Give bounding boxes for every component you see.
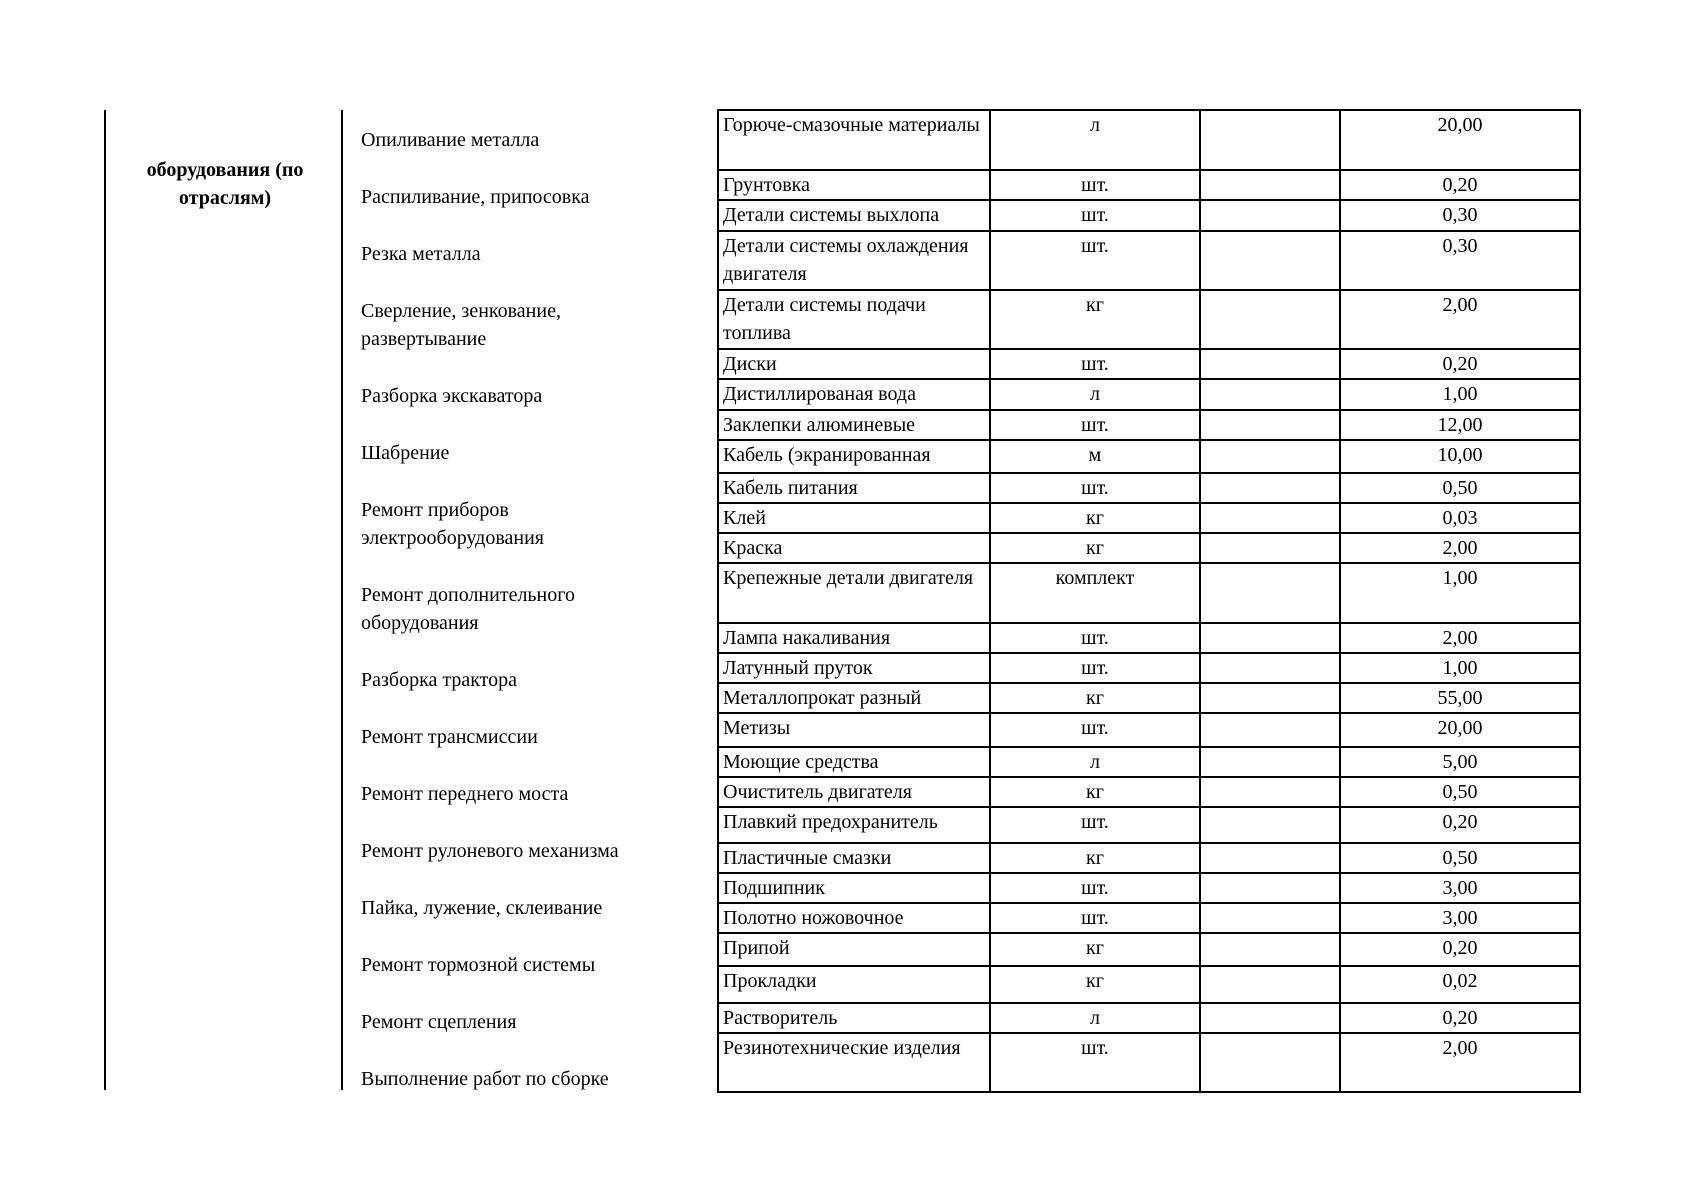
material-name-cell: Грунтовка (718, 170, 990, 200)
empty-cell (1200, 503, 1340, 533)
table-row (718, 683, 1580, 713)
operation-item: Шабрение (361, 442, 450, 464)
table-row (718, 200, 1580, 231)
material-name-cell: Диски (718, 349, 990, 379)
unit-cell: шт. (990, 623, 1200, 653)
material-name-cell: Детали системы выхлопа (718, 200, 990, 231)
operation-item: Резка металла (361, 243, 481, 265)
table-row (718, 747, 1580, 777)
unit-cell: кг (990, 683, 1200, 713)
operation-item: Разборка экскаватора (361, 385, 543, 407)
quantity-cell: 0,20 (1340, 933, 1580, 966)
material-name-cell: Металлопрокат разный (718, 683, 990, 713)
empty-cell (1200, 231, 1340, 290)
material-name-cell: Заклепки алюминевые (718, 410, 990, 440)
unit-cell: кг (990, 966, 1200, 1003)
empty-cell (1200, 110, 1340, 170)
table-row (718, 473, 1580, 503)
empty-cell (1200, 563, 1340, 623)
operation-item: Пайка, лужение, склеивание (361, 897, 603, 919)
quantity-cell: 0,20 (1340, 349, 1580, 379)
table-row (718, 777, 1580, 807)
quantity-cell: 0,30 (1340, 231, 1580, 290)
unit-cell: шт. (990, 349, 1200, 379)
material-name-cell: Детали системы подачи топлива (718, 290, 990, 349)
left-border-line (104, 110, 106, 1090)
table-row (718, 843, 1580, 873)
table-row (718, 290, 1580, 349)
table-row (718, 873, 1580, 903)
empty-cell (1200, 170, 1340, 200)
material-name-cell: Кабель (экранированная (718, 440, 990, 473)
table-row (718, 807, 1580, 843)
empty-cell (1200, 653, 1340, 683)
material-name-cell: Краска (718, 533, 990, 563)
unit-cell: кг (990, 503, 1200, 533)
operation-item: Ремонт трансмиссии (361, 726, 538, 748)
material-name-cell: Лампа накаливания (718, 623, 990, 653)
table-row (718, 379, 1580, 410)
material-name-cell: Очиститель двигателя (718, 777, 990, 807)
operation-item: Ремонт переднего моста (361, 783, 569, 805)
table-row (718, 1003, 1580, 1033)
quantity-cell: 1,00 (1340, 379, 1580, 410)
material-name-cell: Резинотехнические изделия (718, 1033, 990, 1092)
material-name-cell: Горюче-смазочные материалы (718, 110, 990, 170)
quantity-cell: 3,00 (1340, 873, 1580, 903)
operation-item: Ремонт приборов электрооборудования (361, 499, 545, 549)
operation-item: Разборка трактора (361, 669, 518, 691)
operation-item: Ремонт тормозной системы (361, 954, 596, 976)
unit-cell: л (990, 110, 1200, 170)
empty-cell (1200, 623, 1340, 653)
table-row (718, 653, 1580, 683)
quantity-cell: 20,00 (1340, 110, 1580, 170)
material-name-cell: Дистиллированая вода (718, 379, 990, 410)
empty-cell (1200, 440, 1340, 473)
table-row (718, 533, 1580, 563)
quantity-cell: 2,00 (1340, 533, 1580, 563)
unit-cell: кг (990, 290, 1200, 349)
unit-cell: кг (990, 843, 1200, 873)
material-name-cell: Пластичные смазки (718, 843, 990, 873)
operation-item: Ремонт рулоневого механизма (361, 840, 619, 862)
unit-cell: л (990, 379, 1200, 410)
empty-cell (1200, 379, 1340, 410)
material-name-cell: Полотно ножовочное (718, 903, 990, 933)
unit-cell: шт. (990, 231, 1200, 290)
empty-cell (1200, 933, 1340, 966)
empty-cell (1200, 683, 1340, 713)
empty-cell (1200, 1003, 1340, 1033)
empty-cell (1200, 473, 1340, 503)
empty-cell (1200, 290, 1340, 349)
material-name-cell: Растворитель (718, 1003, 990, 1033)
empty-cell (1200, 807, 1340, 843)
empty-cell (1200, 747, 1340, 777)
unit-cell: кг (990, 777, 1200, 807)
middle-border-line (341, 110, 343, 1090)
unit-cell: кг (990, 533, 1200, 563)
quantity-cell: 20,00 (1340, 713, 1580, 747)
material-name-cell: Припой (718, 933, 990, 966)
unit-cell: шт. (990, 1033, 1200, 1092)
table-row (718, 1033, 1580, 1092)
unit-cell: комплект (990, 563, 1200, 623)
empty-cell (1200, 713, 1340, 747)
quantity-cell: 0,30 (1340, 200, 1580, 231)
quantity-cell: 3,00 (1340, 903, 1580, 933)
unit-cell: шт. (990, 170, 1200, 200)
empty-cell (1200, 903, 1340, 933)
table-row (718, 563, 1580, 623)
quantity-cell: 55,00 (1340, 683, 1580, 713)
unit-cell: л (990, 1003, 1200, 1033)
quantity-cell: 12,00 (1340, 410, 1580, 440)
table-row (718, 713, 1580, 747)
unit-cell: шт. (990, 653, 1200, 683)
empty-cell (1200, 873, 1340, 903)
empty-cell (1200, 1033, 1340, 1092)
unit-cell: м (990, 440, 1200, 473)
empty-cell (1200, 966, 1340, 1003)
operation-item: Опиливание металла (361, 129, 540, 151)
unit-cell: шт. (990, 873, 1200, 903)
quantity-cell: 2,00 (1340, 290, 1580, 349)
material-name-cell: Метизы (718, 713, 990, 747)
quantity-cell: 0,20 (1340, 807, 1580, 843)
material-name-cell: Плавкий предохранитель (718, 807, 990, 843)
table-row (718, 440, 1580, 473)
material-name-cell: Моющие средства (718, 747, 990, 777)
table-row (718, 170, 1580, 200)
quantity-cell: 2,00 (1340, 1033, 1580, 1092)
table-row (718, 933, 1580, 966)
material-name-cell: Прокладки (718, 966, 990, 1003)
quantity-cell: 2,00 (1340, 623, 1580, 653)
table-row (718, 410, 1580, 440)
section-title: оборудования (по отраслям) (146, 159, 304, 209)
quantity-cell: 1,00 (1340, 653, 1580, 683)
empty-cell (1200, 410, 1340, 440)
table-row (718, 903, 1580, 933)
materials-table (717, 109, 1581, 1093)
material-name-cell: Подшипник (718, 873, 990, 903)
table-row (718, 349, 1580, 379)
material-name-cell: Кабель питания (718, 473, 990, 503)
quantity-cell: 0,50 (1340, 473, 1580, 503)
quantity-cell: 0,20 (1340, 1003, 1580, 1033)
quantity-cell: 0,03 (1340, 503, 1580, 533)
quantity-cell: 0,02 (1340, 966, 1580, 1003)
table-row (718, 503, 1580, 533)
operation-item: Ремонт сцепления (361, 1011, 517, 1033)
unit-cell: кг (990, 933, 1200, 966)
empty-cell (1200, 200, 1340, 231)
operation-item: Сверление, зенкование, развертывание (361, 300, 561, 350)
quantity-cell: 10,00 (1340, 440, 1580, 473)
unit-cell: шт. (990, 713, 1200, 747)
quantity-cell: 0,20 (1340, 170, 1580, 200)
material-name-cell: Крепежные детали двигателя (718, 563, 990, 623)
quantity-cell: 5,00 (1340, 747, 1580, 777)
operation-item: Выполнение работ по сборке (361, 1068, 609, 1090)
empty-cell (1200, 777, 1340, 807)
unit-cell: шт. (990, 410, 1200, 440)
empty-cell (1200, 843, 1340, 873)
operation-item: Ремонт дополнительного оборудования (361, 584, 575, 634)
quantity-cell: 0,50 (1340, 777, 1580, 807)
table-row (718, 623, 1580, 653)
empty-cell (1200, 533, 1340, 563)
unit-cell: шт. (990, 807, 1200, 843)
table-row (718, 231, 1580, 290)
unit-cell: л (990, 747, 1200, 777)
unit-cell: шт. (990, 903, 1200, 933)
quantity-cell: 1,00 (1340, 563, 1580, 623)
table-row (718, 966, 1580, 1003)
material-name-cell: Детали системы охлаждения двигателя (718, 231, 990, 290)
material-name-cell: Клей (718, 503, 990, 533)
unit-cell: шт. (990, 200, 1200, 231)
quantity-cell: 0,50 (1340, 843, 1580, 873)
operation-item: Распиливание, припосовка (361, 186, 590, 208)
unit-cell: шт. (990, 473, 1200, 503)
empty-cell (1200, 349, 1340, 379)
material-name-cell: Латунный пруток (718, 653, 990, 683)
table-row (718, 110, 1580, 170)
